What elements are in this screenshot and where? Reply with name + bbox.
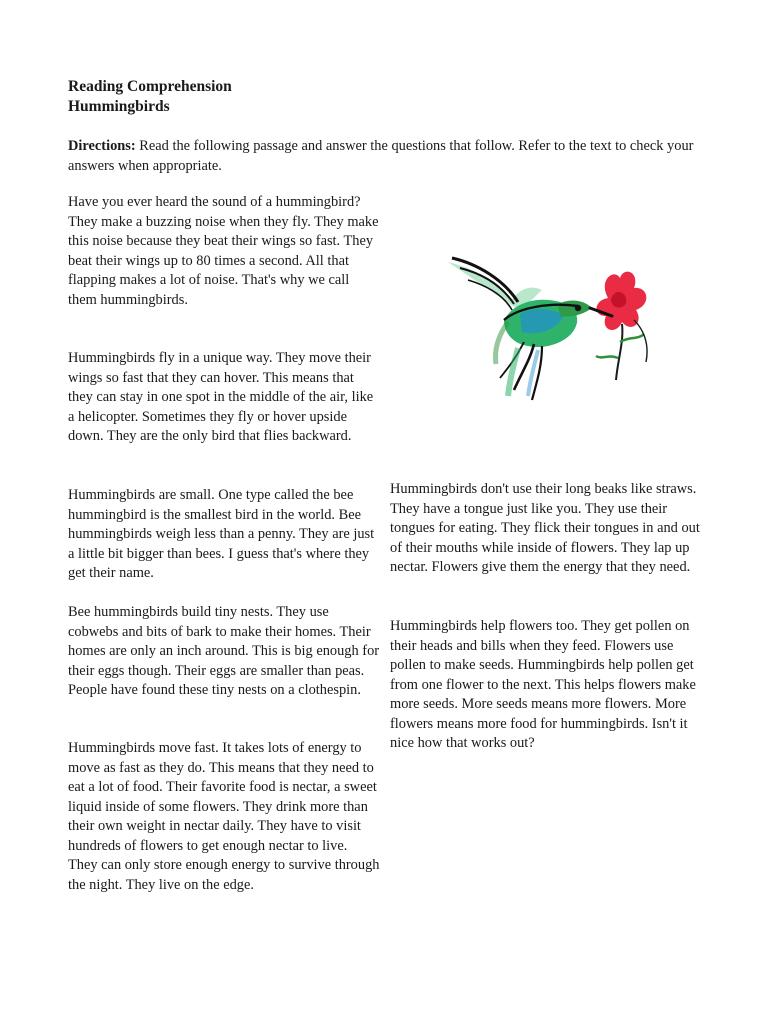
paragraph-flight: Hummingbirds fly in a unique way. They move their wings so fast that they can hover. This means that they can stay in one spot in the middle of the air, like a helicopter. Sometimes they fly or hover upside down. They are the only bird that flies backward.	[68, 350, 374, 445]
title-line-2: Hummingbirds	[68, 98, 170, 115]
paragraph-pollen: Hummingbirds help flowers too. They get pollen on their heads and bills when they feed. Flowers use pollen to make seeds. Hummingbirds help pollen get from one flower to the next. This helps flowers make more seeds. More seeds means more flowers. More flowers means more food for hummingbirds. Isn't it nice how that works out?	[390, 618, 696, 752]
directions-text: Read the following passage and answer the questions that follow. Refer to the text to check your answers when appropriate.	[68, 138, 694, 174]
title-line-1: Reading Comprehension	[68, 78, 232, 95]
paragraph-tongue: Hummingbirds don't use their long beaks like straws. They have a tongue just like you. They use their tongues for eating. They flick their tongues in and out of their mouths while inside of flowers. They lap up nectar. Flowers give them the energy that they need.	[390, 481, 700, 576]
paragraph-nests: Bee hummingbirds build tiny nests. They use cobwebs and bits of bark to make their homes. Their homes are only an inch around. This is big enough for their eggs though. Their eggs are smaller than peas. People have found these tiny nests on a clothespin.	[68, 604, 380, 699]
paragraph-energy: Hummingbirds move fast. It takes lots of energy to move as fast as they do. This means that they need to eat a lot of food. Their favorite food is nectar, a sweet liquid inside of some flowers. They drink more than their own weight in nectar daily. They have to visit hundreds of flowers to get enough nectar to live. They can only store enough energy to survive through the night. They live on the edge.	[68, 740, 380, 893]
hummingbird-icon	[438, 250, 660, 412]
directions-label: Directions:	[68, 138, 136, 154]
paragraph-sound: Have you ever heard the sound of a hummingbird? They make a buzzing noise when they fly. They make this noise because they beat their wings so fast. They beat their wings up to 80 times a second. All that flapping makes a lot of noise. That's why we call them hummingbirds.	[68, 194, 379, 308]
directions	[68, 137, 708, 176]
flower-icon	[596, 272, 647, 380]
document-title	[68, 77, 232, 117]
paragraph-size: Hummingbirds are small. One type called the bee hummingbird is the smallest bird in the world. Bee hummingbirds weigh less than a penny. They are just a little bit bigger than bees. I guess that's where they get their name.	[68, 487, 375, 582]
bird-icon	[448, 258, 612, 400]
hummingbird-illustration	[438, 250, 660, 412]
